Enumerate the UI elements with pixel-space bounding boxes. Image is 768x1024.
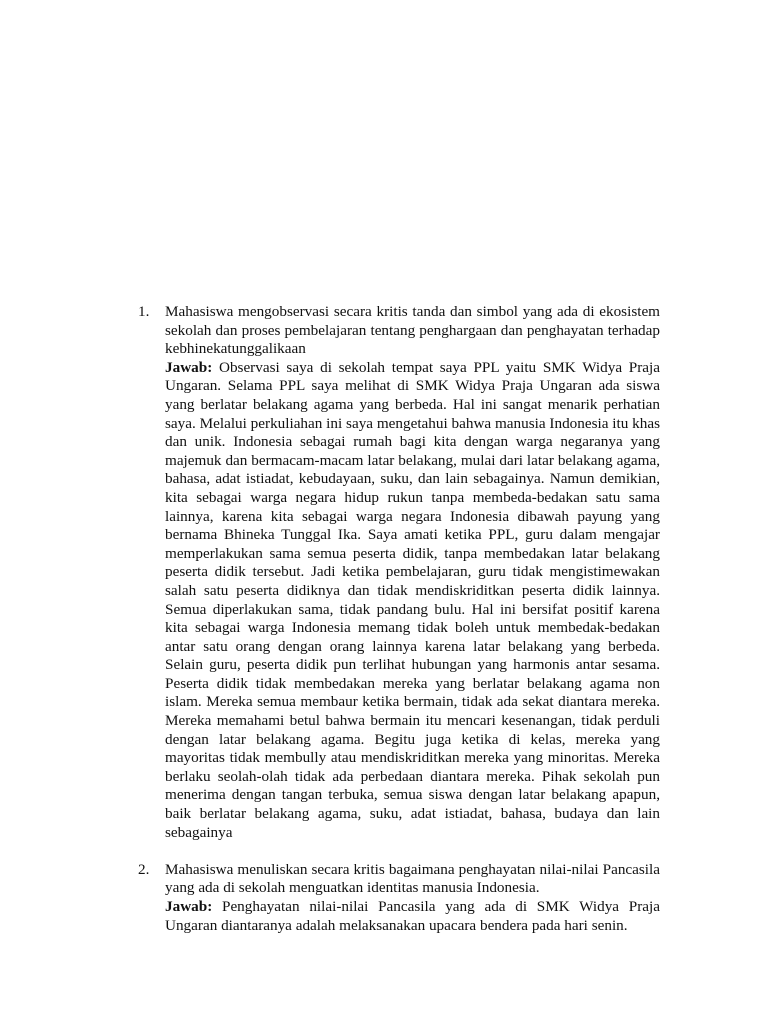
- answer-paragraph: [165, 359, 660, 842]
- answer-label: Jawab:: [165, 898, 213, 915]
- question-text: Mahasiswa menuliskan secara kritis bagaimana penghayatan nilai-nilai Pancasila yang ada di sekolah menguatkan identitas manusia Indonesia.: [165, 860, 660, 897]
- question-list: [138, 303, 660, 935]
- answer-label: Jawab:: [165, 358, 213, 376]
- item-number: 1.: [138, 303, 150, 320]
- list-item-2: [138, 861, 660, 935]
- answer-text: Penghayatan nilai-nilai Pancasila yang ada di SMK Widya Praja Ungaran diantaranya adalah melaksanakan upacara bendera pada hari senin.: [165, 898, 660, 934]
- question-text: Mahasiswa mengobservasi secara kritis tanda dan simbol yang ada di ekosistem sekolah dan proses pembelajaran tentang penghargaan dan penghayatan terhadap kebhinekatunggalikaan: [165, 303, 660, 358]
- answer-text: Observasi saya di sekolah tempat saya PPL yaitu SMK Widya Praja Ungaran. Selama PPL saya melihat di SMK Widya Praja Ungaran ada siswa yang berlatar belakang agama yang berbeda. Hal ini sangat menarik perhatian saya. Melalui perkuliahan ini saya mengetahui bahwa manusia Indonesia itu khas dan unik. Indonesia sebagai rumah bagi kita dengan warga negaranya yang majemuk dan bermacam-macam latar belakang, mulai dari latar belakang agama, bahasa, adat istiadat, kebudayaan, suku, dan lain sebagainya. Namun demikian, kita sebagai warga negara hidup rukun tanpa membeda-bedakan satu sama lainnya, karena kita sebagai warga negara Indonesia dibawah payung yang bernama Bhineka Tunggal Ika. Saya amati ketika PPL, guru dalam mengajar memperlakukan sama semua peserta didik, tanpa membedakan latar belakang peserta didik tersebut. Jadi ketika pembelajaran, guru tidak mengistimewakan salah satu peserta didiknya dan tidak mendiskriditkan peserta didik lainnya. Semua diperlakukan sama, tidak pandang bulu. Hal ini bersifat positif karena kita sebagai warga Indonesia memang tidak boleh untuk membedak-bedakan antar satu orang dengan orang lainnya karena latar belakang yang berbeda. Selain guru, peserta didik pun terlihat hubungan yang harmonis antar sesama. Peserta didik tidak membedakan mereka yang berlatar belakang agama non islam. Mereka semua membaur ketika bermain, tidak ada sekat diantara mereka. Mereka memahami betul bahwa bermain itu mencari kesenangan, tidak perduli dengan latar belakang agama. Begitu juga ketika di kelas, mereka yang mayoritas tidak membully atau mendiskriditkan mereka yang minoritas. Mereka berlaku seolah-olah tidak ada perbedaan diantara mereka. Pihak sekolah pun menerima dengan tangan terbuka, semua siswa dengan latar belakang apapun, baik berlatar belakang agama, suku, adat istiadat, bahasa, budaya dan lain sebagainya: [165, 358, 660, 841]
- list-item-1: [138, 303, 660, 842]
- answer-paragraph: [165, 898, 660, 935]
- item-number: 2.: [138, 860, 150, 878]
